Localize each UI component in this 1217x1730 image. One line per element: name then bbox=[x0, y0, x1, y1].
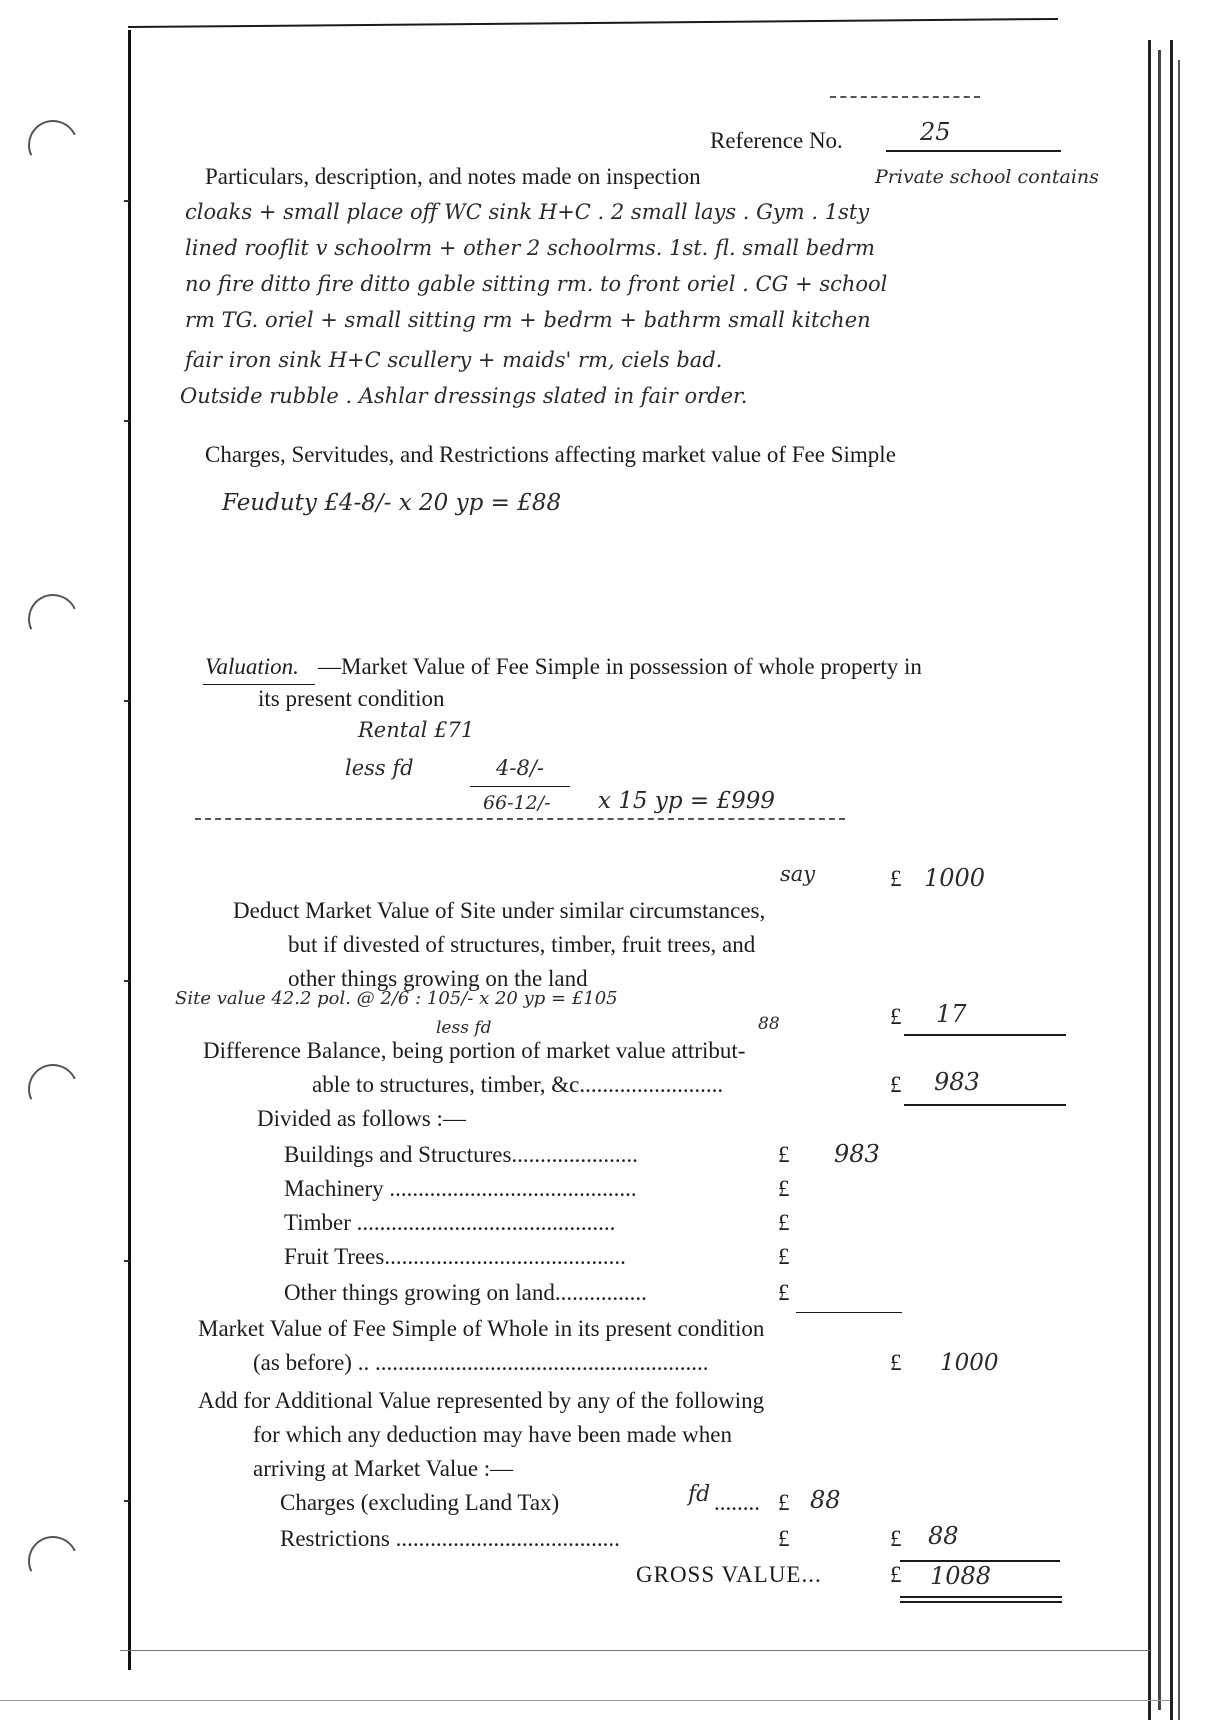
restrictions-label: Restrictions ....................................... bbox=[280, 1526, 620, 1551]
valuation-label-1: —Market Value of Fee Simple in possession of whole property in bbox=[318, 654, 922, 679]
difference-line-2: able to structures, timber, &c......................... bbox=[312, 1072, 724, 1097]
deduct-underline bbox=[904, 1034, 1066, 1036]
charges-excluding-note: fd bbox=[688, 1482, 711, 1507]
divided-item-pound: £ bbox=[778, 1142, 790, 1167]
page-right-edge-2 bbox=[1158, 50, 1161, 1710]
valuation-subtract-line bbox=[470, 786, 570, 787]
top-dash bbox=[830, 96, 980, 98]
charges-note: Feuduty £4-8/- x 20 yp = £88 bbox=[222, 490, 562, 516]
valuation-heading-underline bbox=[203, 684, 315, 685]
form-bottom-rule bbox=[120, 1650, 1150, 1651]
market-whole-pound: £ bbox=[890, 1350, 902, 1375]
reference-value: 25 bbox=[920, 118, 951, 146]
divided-underline bbox=[796, 1312, 902, 1313]
page-right-edge-4 bbox=[1178, 60, 1180, 1720]
valuation-say-value: 1000 bbox=[924, 864, 986, 892]
particulars-line: lined rooflit v schoolrm + other 2 schoolrms. 1st. fl. small bedrm bbox=[185, 236, 875, 260]
particulars-label: Particulars, description, and notes made on inspection bbox=[205, 164, 701, 189]
deduct-site-note: Site value 42.2 pol. @ 2/6 : 105/- x 20 yp = £105 bbox=[175, 988, 618, 1009]
punch-hole-1 bbox=[21, 113, 85, 177]
valuation-heading: Valuation. bbox=[205, 654, 299, 679]
charges-excluding-label: Charges (excluding Land Tax) bbox=[280, 1490, 560, 1515]
divided-item-label: Buildings and Structures...................... bbox=[284, 1142, 638, 1167]
valuation-say: say bbox=[780, 862, 816, 886]
margin-mark bbox=[124, 200, 129, 202]
punch-hole-4 bbox=[21, 1529, 85, 1593]
valuation-rental: Rental £71 bbox=[358, 718, 475, 742]
page-right-edge bbox=[1148, 40, 1151, 1720]
divided-item-label: Fruit Trees.......................................... bbox=[284, 1244, 626, 1269]
gross-underline bbox=[900, 1596, 1062, 1598]
additional-total-pound: £ bbox=[890, 1526, 902, 1551]
additional-line-3: arriving at Market Value :— bbox=[253, 1456, 514, 1481]
restrictions-pound: £ bbox=[778, 1526, 790, 1551]
deduct-pound: £ bbox=[890, 1004, 902, 1029]
gross-underline-2 bbox=[900, 1601, 1062, 1603]
difference-pound: £ bbox=[890, 1072, 902, 1097]
deduct-value: 17 bbox=[936, 1000, 967, 1028]
valuation-calc: x 15 yp = £999 bbox=[598, 788, 776, 814]
charges-label: Charges, Servitudes, and Restrictions affecting market value of Fee Simple bbox=[205, 442, 896, 467]
divided-item-label: Timber ............................................. bbox=[284, 1210, 616, 1235]
valuation-less-fd: less fd bbox=[345, 756, 414, 780]
divided-heading: Divided as follows :— bbox=[257, 1106, 466, 1131]
page-top-edge bbox=[128, 18, 1058, 28]
difference-value: 983 bbox=[934, 1068, 980, 1096]
particulars-line: fair iron sink H+C scullery + maids' rm, ciels bad. bbox=[185, 348, 723, 372]
punch-hole-3 bbox=[21, 1057, 85, 1121]
divided-item-pound: £ bbox=[778, 1176, 790, 1201]
page-left-edge bbox=[128, 30, 131, 1670]
additional-line-2: for which any deduction may have been made when bbox=[253, 1422, 732, 1447]
deduct-line-2: but if divested of structures, timber, fruit trees, and bbox=[288, 932, 756, 957]
charges-excluding-dots: ........ bbox=[714, 1490, 760, 1515]
gross-value: 1088 bbox=[930, 1562, 992, 1590]
charges-excluding-pound: £ bbox=[778, 1490, 790, 1515]
divided-item-value: 983 bbox=[834, 1140, 880, 1168]
deduct-less-fd: less fd bbox=[436, 1018, 492, 1038]
market-whole-value: 1000 bbox=[940, 1350, 999, 1376]
divided-item-label: Other things growing on land................ bbox=[284, 1280, 647, 1305]
divided-item-pound: £ bbox=[778, 1244, 790, 1269]
gross-pound: £ bbox=[890, 1562, 902, 1587]
particulars-line: Private school contains bbox=[875, 166, 1099, 188]
margin-mark bbox=[124, 1260, 129, 1262]
particulars-line: Outside rubble . Ashlar dressings slated in fair order. bbox=[180, 384, 748, 408]
deduct-line-3: other things growing on the land bbox=[288, 966, 588, 991]
valuation-less-fd-value: 4-8/- bbox=[496, 756, 544, 780]
particulars-line: no fire ditto fire ditto gable sitting rm. to front oriel . CG + school bbox=[185, 272, 888, 296]
charges-excluding-value: 88 bbox=[810, 1486, 841, 1514]
market-whole-line-1: Market Value of Fee Simple of Whole in its present condition bbox=[198, 1316, 765, 1341]
additional-total-value: 88 bbox=[928, 1522, 959, 1550]
margin-mark bbox=[124, 420, 129, 422]
reference-underline bbox=[886, 150, 1061, 152]
reference-label: Reference No. bbox=[710, 128, 843, 153]
valuation-say-pound: £ bbox=[890, 866, 902, 891]
margin-mark bbox=[124, 700, 129, 702]
divided-item-label: Machinery ........................................... bbox=[284, 1176, 637, 1201]
margin-mark bbox=[124, 980, 129, 982]
page-bottom-edge bbox=[0, 1700, 1170, 1701]
deduct-less-value: 88 bbox=[758, 1014, 780, 1034]
difference-underline bbox=[904, 1104, 1066, 1106]
divided-item-pound: £ bbox=[778, 1280, 790, 1305]
market-whole-line-2: (as before) .. .......................................................... bbox=[253, 1350, 709, 1375]
particulars-line: rm TG. oriel + small sitting rm + bedrm + bathrm small kitchen bbox=[185, 308, 871, 332]
difference-line-1: Difference Balance, being portion of market value attribut- bbox=[203, 1038, 746, 1063]
particulars-line: cloaks + small place off WC sink H+C . 2 small lays . Gym . 1sty bbox=[185, 200, 870, 224]
gross-label: GROSS VALUE... bbox=[636, 1562, 822, 1587]
additional-line-1: Add for Additional Value represented by any of the following bbox=[198, 1388, 765, 1413]
margin-mark bbox=[124, 1500, 129, 1502]
punch-hole-2 bbox=[21, 587, 85, 651]
divided-item-pound: £ bbox=[778, 1210, 790, 1235]
valuation-separator bbox=[195, 818, 845, 820]
valuation-label-2: its present condition bbox=[258, 686, 445, 711]
deduct-line-1: Deduct Market Value of Site under similar circumstances, bbox=[233, 898, 766, 923]
page-right-edge-3 bbox=[1170, 40, 1173, 1720]
valuation-net: 66-12/- bbox=[483, 792, 551, 814]
